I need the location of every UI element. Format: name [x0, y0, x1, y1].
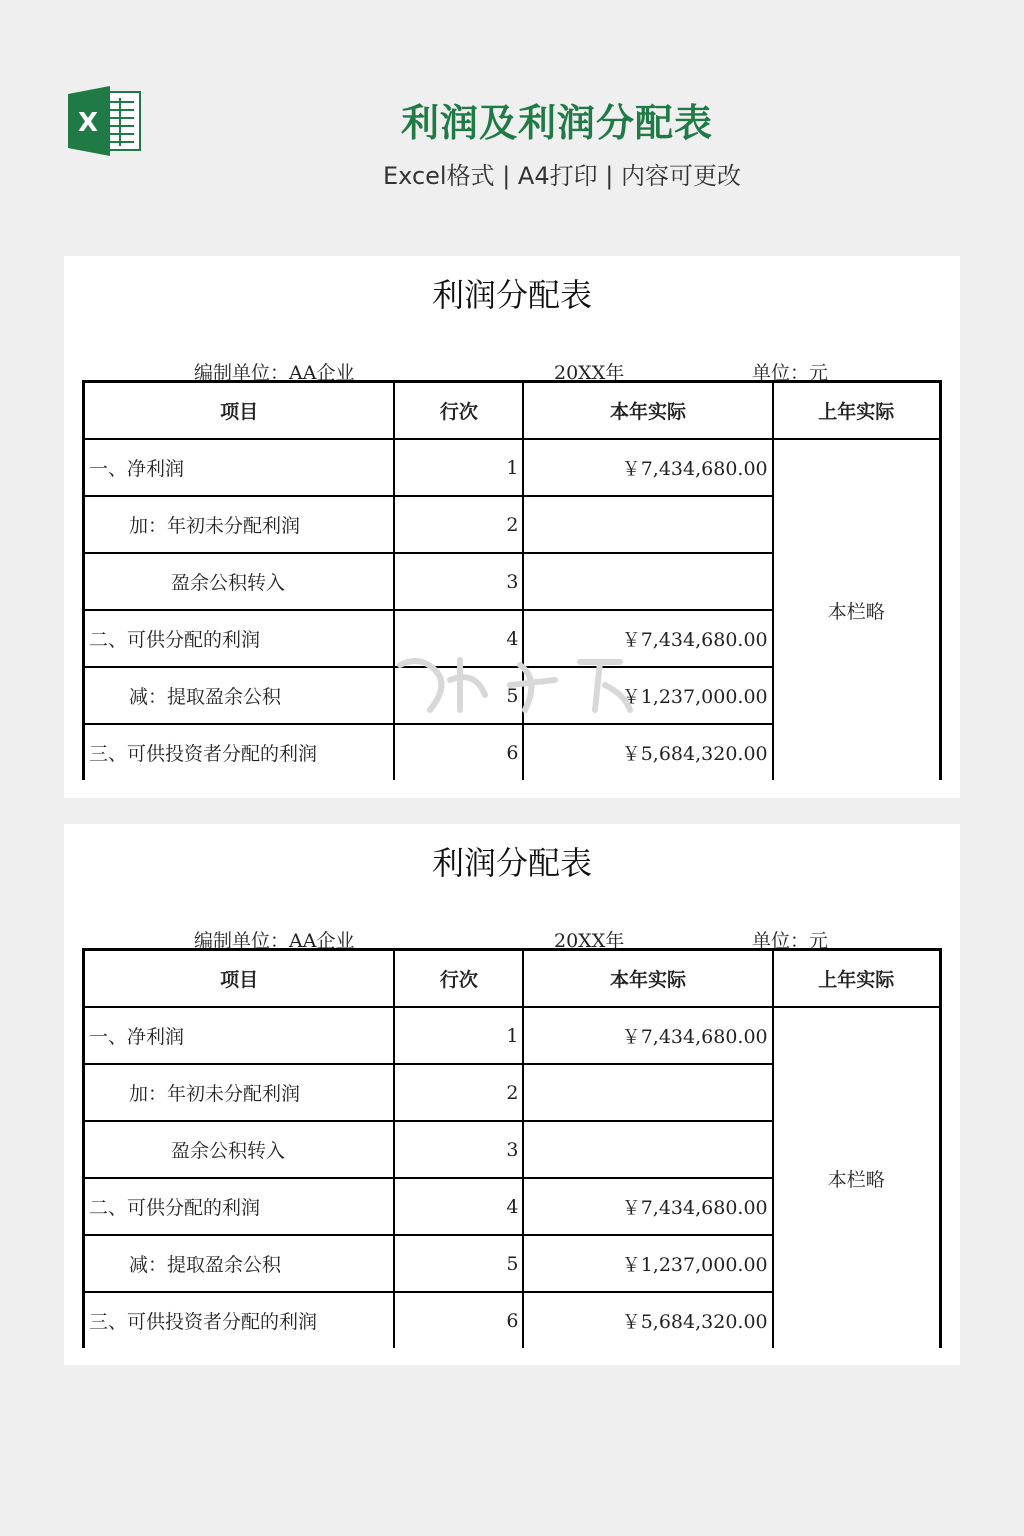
- row-current-value: ￥7,434,680.00: [523, 1178, 772, 1235]
- row-current-value: ￥1,237,000.00: [523, 667, 772, 724]
- table-header-row: [84, 950, 941, 1008]
- row-item: 加：年初未分配利润: [84, 1064, 395, 1121]
- header-current-year: 本年实际: [523, 950, 772, 1008]
- row-line-no: 2: [394, 1064, 523, 1121]
- row-line-no: 4: [394, 1178, 523, 1235]
- compiling-unit: 编制单位：AA企业: [194, 362, 355, 384]
- row-item: 二、可供分配的利润: [84, 1178, 395, 1235]
- table-row: [84, 1007, 941, 1064]
- report-year: 20XX年: [554, 362, 625, 384]
- row-current-value: ￥7,434,680.00: [523, 610, 772, 667]
- svg-text:X: X: [77, 108, 99, 138]
- row-line-no: 5: [394, 667, 523, 724]
- report-year: 20XX年: [554, 930, 625, 952]
- currency-unit: 单位：元: [752, 362, 829, 384]
- row-line-no: 3: [394, 553, 523, 610]
- table-container: [82, 380, 944, 780]
- header-previous-year: 上年实际: [773, 950, 941, 1008]
- row-line-no: 5: [394, 1235, 523, 1292]
- currency-unit: 单位：元: [752, 930, 829, 952]
- row-item: 减：提取盈余公积: [84, 1235, 395, 1292]
- row-current-value: [523, 1064, 772, 1121]
- compiling-unit: 编制单位：AA企业: [194, 930, 355, 952]
- profit-distribution-table: [82, 948, 942, 1348]
- row-line-no: 1: [394, 439, 523, 496]
- row-item: 二、可供分配的利润: [84, 610, 395, 667]
- row-current-value: ￥1,237,000.00: [523, 1235, 772, 1292]
- previous-year-note: 本栏略: [773, 439, 941, 780]
- header-item: 项目: [84, 382, 395, 440]
- previous-year-note: 本栏略: [773, 1007, 941, 1348]
- header-previous-year: 上年实际: [773, 382, 941, 440]
- header-current-year: 本年实际: [523, 382, 772, 440]
- row-item: 减：提取盈余公积: [84, 667, 395, 724]
- row-item: 盈余公积转入: [84, 1121, 395, 1178]
- row-item: 三、可供投资者分配的利润: [84, 1292, 395, 1348]
- row-item: 三、可供投资者分配的利润: [84, 724, 395, 780]
- row-current-value: [523, 496, 772, 553]
- sheet-title: 利润分配表: [431, 844, 592, 882]
- table-row: [84, 439, 941, 496]
- row-current-value: ￥7,434,680.00: [523, 439, 772, 496]
- profit-distribution-table: [82, 380, 942, 780]
- row-line-no: 6: [394, 724, 523, 780]
- row-item: 一、净利润: [84, 439, 395, 496]
- table-header-row: [84, 382, 941, 440]
- row-line-no: 2: [394, 496, 523, 553]
- row-item: 一、净利润: [84, 1007, 395, 1064]
- row-line-no: 3: [394, 1121, 523, 1178]
- row-line-no: 4: [394, 610, 523, 667]
- header-line-no: 行次: [394, 382, 523, 440]
- row-line-no: 6: [394, 1292, 523, 1348]
- row-current-value: [523, 553, 772, 610]
- table-container: [82, 948, 944, 1348]
- row-current-value: ￥5,684,320.00: [523, 724, 772, 780]
- row-current-value: ￥7,434,680.00: [523, 1007, 772, 1064]
- row-line-no: 1: [394, 1007, 523, 1064]
- header-line-no: 行次: [394, 950, 523, 1008]
- sheet-preview-1: [64, 256, 960, 798]
- banner-subtitle: Excel格式 | A4打印 | 内容可更改: [383, 162, 741, 190]
- header-item: 项目: [84, 950, 395, 1008]
- sheet-title: 利润分配表: [431, 276, 592, 314]
- row-item: 加：年初未分配利润: [84, 496, 395, 553]
- row-item: 盈余公积转入: [84, 553, 395, 610]
- row-current-value: ￥5,684,320.00: [523, 1292, 772, 1348]
- row-current-value: [523, 1121, 772, 1178]
- banner-title: 利润及利润分配表: [400, 101, 713, 145]
- sheet-preview-2: [64, 824, 960, 1365]
